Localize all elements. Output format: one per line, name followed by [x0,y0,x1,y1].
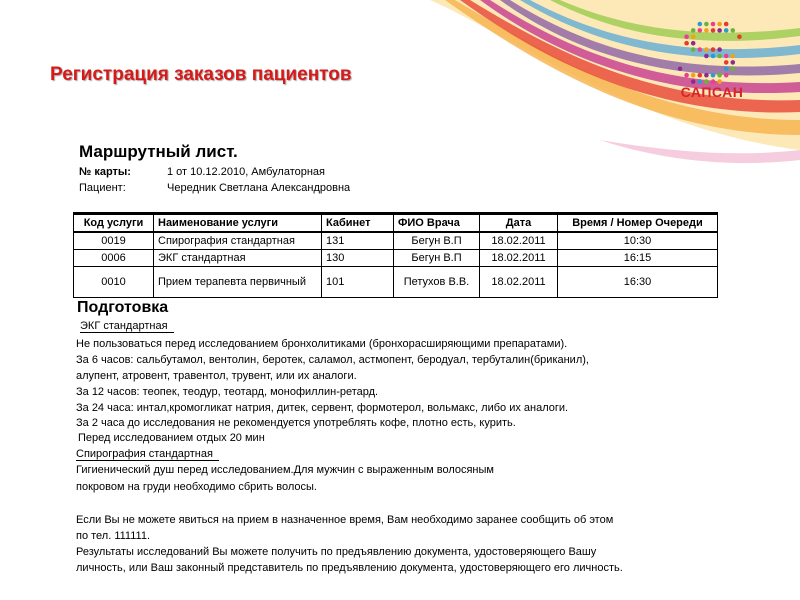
logo-dot [711,47,716,52]
cell-service: Спирография стандартная [154,232,322,250]
logo-dot [691,73,696,78]
card-info [79,166,325,178]
table-row [74,267,718,298]
patient-info [79,182,350,194]
cell-date: 18.02.2011 [480,250,558,267]
preparation-title: Подготовка [77,299,169,316]
logo-dot [684,41,689,46]
cell-doctor: Бегун В.П [394,232,480,250]
logo-dot [731,54,736,59]
table-header-row [74,214,718,233]
logo-dot [691,35,696,40]
cell-room: 101 [322,267,394,298]
table-row [74,250,718,267]
logo-dot [724,22,729,27]
ecg-line: За 2 часа до исследования не рекомендуется употреблять кофе, плотно есть, курить. [76,417,516,429]
logo-dot [698,28,703,33]
header-doctor: ФИО Врача [394,214,480,233]
notice-line: Результаты исследований Вы можете получить по предъявлению документа, удостоверяющего Вашу [76,546,597,558]
logo-dot [698,73,703,78]
spiro-line: покровом на груди необходимо сбрить волосы. [76,481,317,493]
logo-dot [711,73,716,78]
logo-dot [717,47,722,52]
cell-time: 16:30 [558,267,718,298]
route-table [73,212,718,298]
ecg-line: За 6 часов: сальбутамол, вентолин, беротек, саламол, астмопент, беродуал, тербуталин(бриканил), [76,354,589,366]
logo-dot [704,28,709,33]
notice-line: Если Вы не можете явиться на прием в назначенное время, Вам необходимо заранее сообщить об этом [76,514,614,526]
logo-dot [704,22,709,27]
logo-dot [724,28,729,33]
cell-date: 18.02.2011 [480,267,558,298]
ecg-line: За 24 часа: интал,кромогликат натрия, дитек, сервент, формотерол, вольмакс, либо их аналоги. [76,402,569,414]
spiro-line: Гигиенический душ перед исследованием.Для мужчин с выраженным волосяным [76,464,494,476]
ecg-line: За 12 часов: теопек, теодур, теотард, монофиллин-ретард. [76,386,379,398]
card-label: № карты: [79,166,131,178]
cell-time: 10:30 [558,232,718,250]
logo-dot [724,54,729,59]
logo-dot [717,22,722,27]
notice-line: по тел. 111111. [76,530,151,542]
cell-room: 131 [322,232,394,250]
logo-dot [737,35,742,40]
logo-dot [717,28,722,33]
logo-dot [731,67,736,72]
logo-dot [711,22,716,27]
patient-label: Пациент: [79,182,126,194]
cell-date: 18.02.2011 [480,232,558,250]
logo-dot [684,73,689,78]
cell-code: 0019 [74,232,154,250]
cell-room: 130 [322,250,394,267]
header-date: Дата [480,214,558,233]
notice-line: личность, или Ваш законный представитель по предъявлению документа, удостоверяющего его личность. [76,562,623,574]
ecg-line: Перед исследованием отдых 20 мин [78,432,265,444]
header-code: Код услуги [74,214,154,233]
route-sheet-title: Маршрутный лист. [79,142,238,161]
slide-title: Регистрация заказов пациентов [50,64,352,85]
logo-dot [711,28,716,33]
cell-service: ЭКГ стандартная [154,250,322,267]
logo-dot [724,60,729,65]
logo-dot [704,73,709,78]
header-room: Кабинет [322,214,394,233]
logo-dot [704,54,709,59]
logo-dot [678,67,683,72]
logo-dot [731,28,736,33]
header-service: Наименование услуги [154,214,322,233]
logo-dot [717,54,722,59]
header-time: Время / Номер Очереди [558,214,718,233]
logo-text: САПСАН [680,84,744,100]
logo-dot [711,54,716,59]
logo-dot [691,41,696,46]
cell-code: 0010 [74,267,154,298]
logo-dot [698,22,703,27]
ecg-line: алупент, атровент, травентол, трувент, или их аналоги. [76,370,357,382]
ecg-subtitle: ЭКГ стандартная [80,320,174,333]
logo-dot [684,35,689,40]
ecg-line: Не пользоваться перед исследованием бронхолитиками (бронхорасширяющими препаратами). [76,338,568,350]
logo-dot [724,73,729,78]
patient-value: Чередник Светлана Александровна [167,182,351,194]
logo-dot [731,60,736,65]
logo-dot [691,47,696,52]
table-row [74,232,718,250]
card-value: 1 от 10.12.2010, Амбулаторная [167,166,325,178]
cell-doctor: Бегун В.П [394,250,480,267]
logo-dot [698,47,703,52]
cell-doctor: Петухов В.В. [394,267,480,298]
logo-dot [717,73,722,78]
spiro-subtitle: Спирография стандартная [76,448,219,461]
logo-dot [691,28,696,33]
cell-service: Прием терапевта первичный [154,267,322,298]
logo-dot [704,47,709,52]
cell-code: 0006 [74,250,154,267]
logo-dot [724,67,729,72]
cell-time: 16:15 [558,250,718,267]
